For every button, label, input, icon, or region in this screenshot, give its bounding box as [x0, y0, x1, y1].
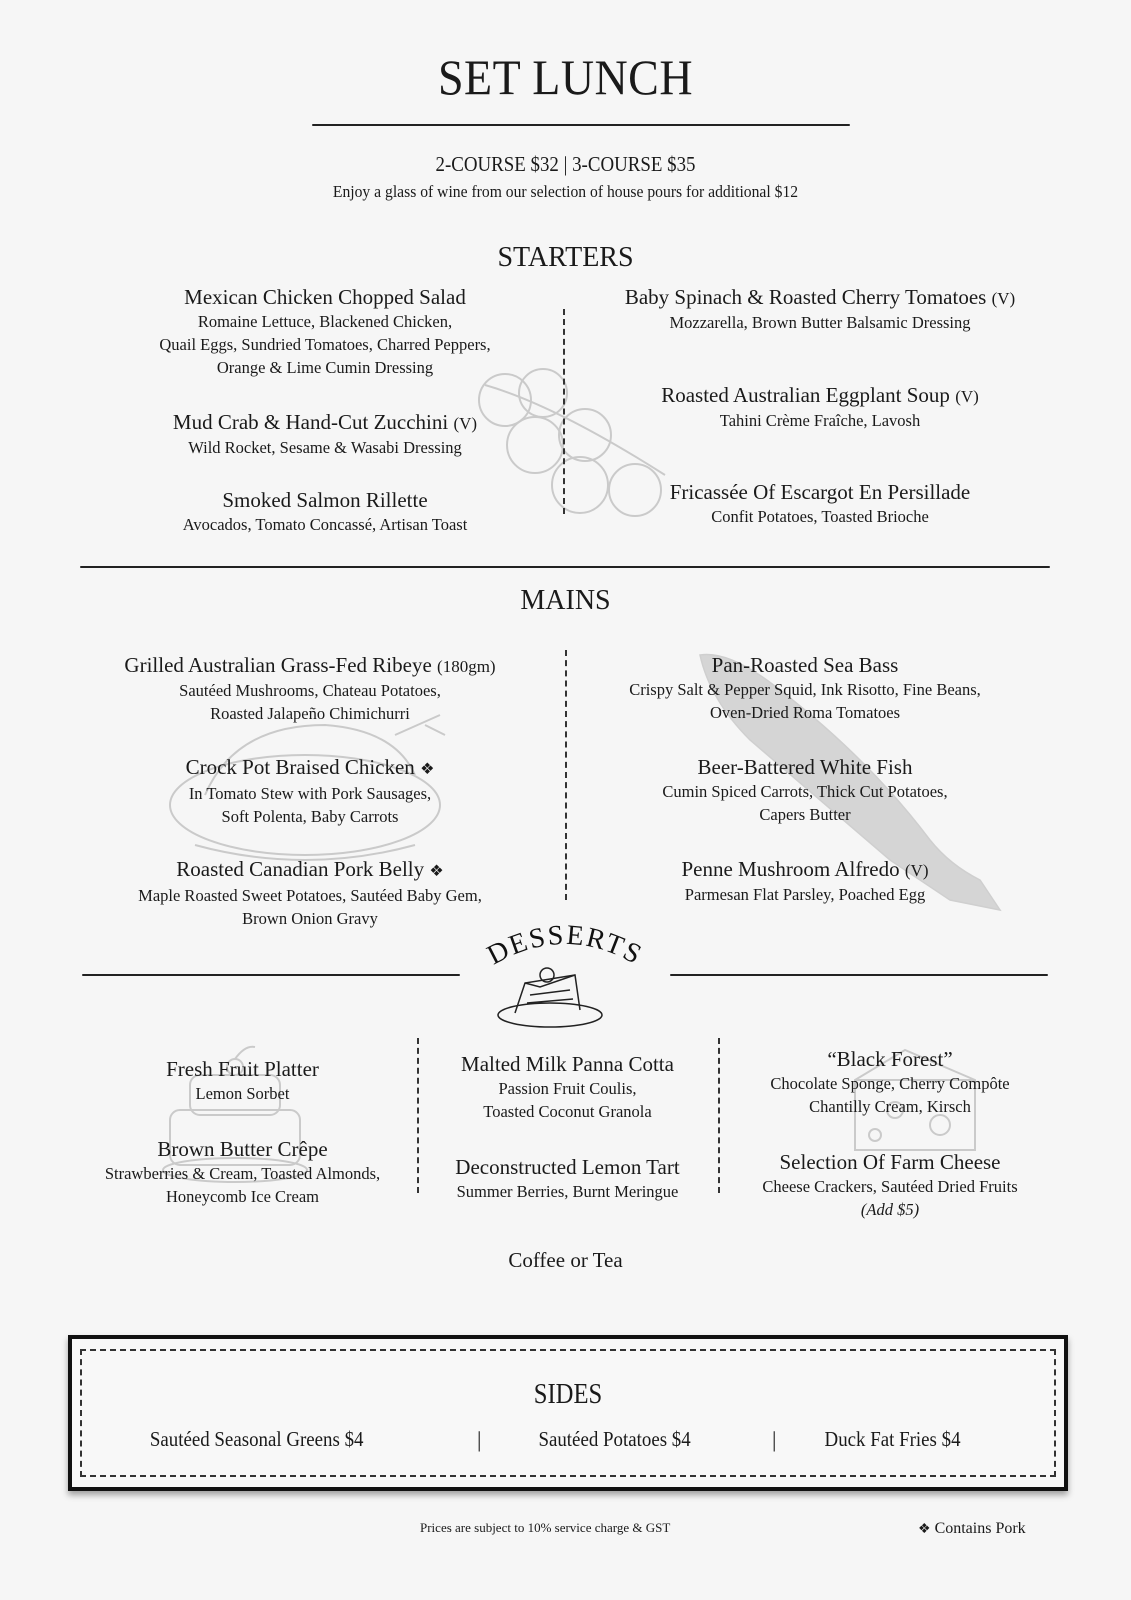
- sides-box: [68, 1335, 1068, 1491]
- starter-item: Mexican Chicken Chopped Salad Romaine Lettuce, Blackened Chicken, Quail Eggs, Sundried Tomatoes, Charred Peppers, Orange & Lime Cumin Dressing: [159, 285, 491, 377]
- main-item: Roasted Canadian Pork Belly ❖ Maple Roasted Sweet Potatoes, Sautéed Baby Gem, Brown Onion Gravy: [138, 857, 482, 928]
- starters-column-divider: [563, 309, 565, 514]
- desserts-divider-right: [670, 974, 1048, 976]
- pork-legend: [918, 1520, 1026, 1538]
- dessert-item: Brown Butter Crêpe Strawberries & Cream, Toasted Almonds, Honeycomb Ice Cream: [104, 1137, 381, 1206]
- dessert-item: Fresh Fruit Platter Lemon Sorbet: [166, 1057, 319, 1103]
- cake-slice-sketch-icon: [495, 965, 605, 1030]
- main-item: Penne Mushroom Alfredo (V) Parmesan Flat Parsley, Poached Egg: [681, 857, 929, 904]
- main-item: Beer-Battered White Fish Cumin Spiced Carrots, Thick Cut Potatoes, Capers Butter: [662, 755, 948, 824]
- price-addon-note: (Add $5): [860, 1200, 920, 1219]
- weight-tag: (180gm): [437, 657, 496, 676]
- starter-item: Smoked Salmon Rillette Avocados, Tomato Concassé, Artisan Toast: [182, 488, 468, 534]
- vegetarian-tag: (V): [453, 414, 478, 433]
- starter-item: Baby Spinach & Roasted Cherry Tomatoes (V) Mozzarella, Brown Butter Balsamic Dressing: [624, 285, 1016, 332]
- svg-text:DESSERTS: DESSERTS: [482, 919, 648, 972]
- pork-diamond-icon: ❖: [918, 1522, 931, 1537]
- desserts-column-divider-1: [417, 1038, 419, 1193]
- dessert-item: Deconstructed Lemon Tart Summer Berries, Burnt Meringue: [455, 1155, 680, 1201]
- title-divider: [312, 124, 850, 126]
- desserts-divider-left: [82, 974, 460, 976]
- sides-heading: SIDES: [533, 1379, 603, 1410]
- starters-divider: [80, 566, 1050, 568]
- service-charge-note: Prices are subject to 10% service charge & GST: [420, 1520, 671, 1535]
- mains-heading: MAINS: [520, 585, 611, 616]
- side-item: Duck Fat Fries $4: [824, 1427, 961, 1451]
- vegetarian-tag: (V): [991, 289, 1016, 308]
- course-pricing: 2-COURSE $32 | 3-COURSE $35: [435, 152, 696, 176]
- sides-separator: |: [477, 1427, 482, 1452]
- dessert-item: Selection Of Farm Cheese Cheese Crackers, Sautéed Dried Fruits (Add $5): [730, 1150, 1050, 1221]
- pork-diamond-icon: ❖: [429, 863, 444, 880]
- wine-note: Enjoy a glass of wine from our selection of house pours for additional $12: [332, 182, 799, 201]
- main-item: Pan-Roasted Sea Bass Crispy Salt & Pepper Squid, Ink Risotto, Fine Beans, Oven-Dried Roma Tomatoes: [629, 653, 981, 722]
- page-title: SET LUNCH: [437, 49, 694, 105]
- vegetarian-tag: (V): [955, 387, 979, 406]
- sides-separator: |: [772, 1427, 777, 1452]
- pork-legend-label: Contains Pork: [934, 1520, 1026, 1537]
- dessert-item: “Black Forest” Chocolate Sponge, Cherry Compôte Chantilly Cream, Kirsch: [770, 1047, 1010, 1116]
- starter-item: Mud Crab & Hand-Cut Zucchini (V) Wild Rocket, Sesame & Wasabi Dressing: [172, 410, 478, 457]
- vegetarian-tag: (V): [904, 861, 929, 880]
- side-item: Sautéed Potatoes $4: [538, 1427, 691, 1451]
- starters-heading: STARTERS: [497, 242, 634, 273]
- starter-item: Fricassée Of Escargot En Persillade Confit Potatoes, Toasted Brioche: [669, 480, 971, 526]
- mains-column-divider: [565, 650, 567, 900]
- desserts-column-divider-2: [718, 1038, 720, 1193]
- main-item: Grilled Australian Grass-Fed Ribeye (180gm) Sautéed Mushrooms, Chateau Potatoes, Roasted Jalapeño Chimichurri: [124, 653, 496, 723]
- pork-diamond-icon: ❖: [420, 761, 435, 778]
- starter-item: Roasted Australian Eggplant Soup (V) Tahini Crème Fraîche, Lavosh: [661, 383, 979, 430]
- main-item: Crock Pot Braised Chicken ❖ In Tomato Stew with Pork Sausages, Soft Polenta, Baby Carrots: [185, 755, 435, 826]
- dessert-item: Malted Milk Panna Cotta Passion Fruit Coulis, Toasted Coconut Granola: [461, 1052, 674, 1121]
- side-item: Sautéed Seasonal Greens $4: [149, 1427, 364, 1451]
- coffee-or-tea: Coffee or Tea: [508, 1248, 623, 1272]
